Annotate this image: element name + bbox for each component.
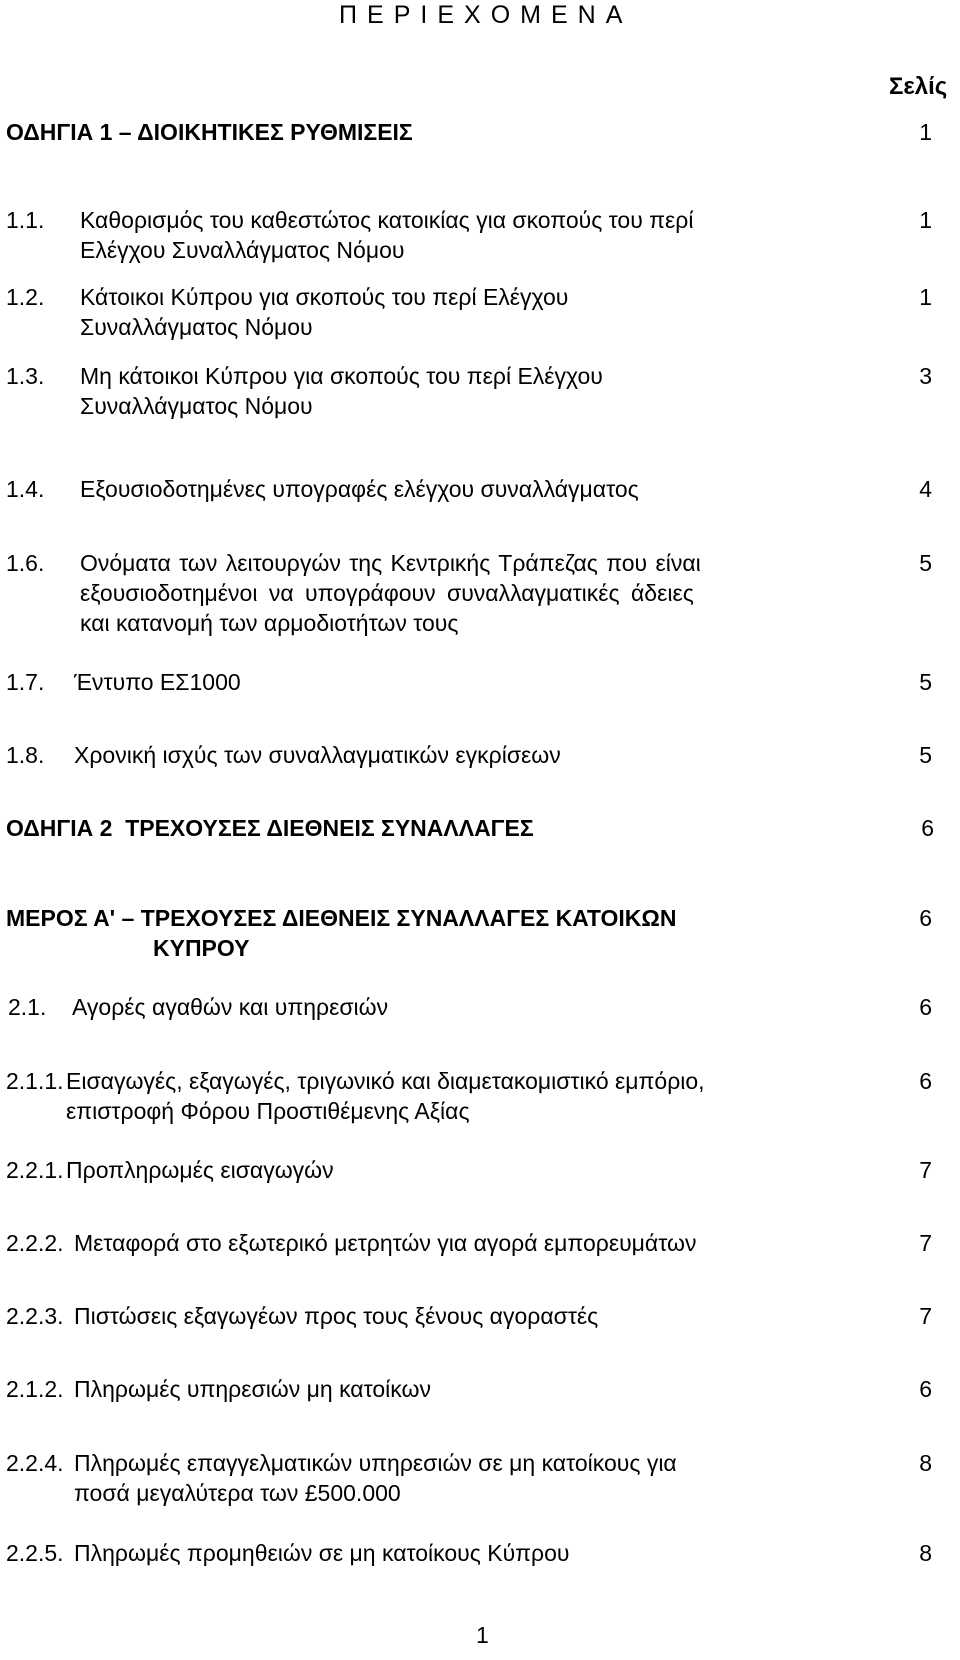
- entry-line: Πληρωμές προμηθειών σε μη κατοίκους Κύπρου: [74, 1540, 570, 1566]
- heading-line: ΜΕΡΟΣ Α' – ΤΡΕΧΟΥΣΕΣ ΔΙΕΘΝΕΙΣ ΣΥΝΑΛΛΑΓΕΣ ΚΑΤΟΙΚΩΝ: [6, 905, 677, 931]
- entry-number: 1.4.: [6, 476, 45, 502]
- entry-number: 1.6.: [6, 550, 45, 576]
- entry-number: 2.1.1.: [6, 1068, 64, 1094]
- page-number: 8: [919, 1450, 932, 1476]
- page-number: 6: [919, 1376, 932, 1402]
- page-number: 7: [919, 1157, 932, 1183]
- entry-line: Ελέγχου Συναλλάγματος Νόμου: [80, 237, 405, 263]
- entry-number: 2.1.: [8, 994, 47, 1020]
- entry-line: Συναλλάγματος Νόμου: [80, 314, 313, 340]
- entry-line: Κάτοικοι Κύπρου για σκοπούς του περί Ελέγχου: [80, 284, 569, 310]
- entry-line: Μεταφορά στο εξωτερικό μετρητών για αγορά εμπορευμάτων: [74, 1230, 697, 1256]
- entry-number: 1.3.: [6, 363, 45, 389]
- entry-number: 1.7.: [6, 669, 45, 695]
- entry-line: ποσά μεγαλύτερα των £500.000: [74, 1480, 401, 1506]
- footer-page-number: 1: [476, 1622, 489, 1648]
- entry-line: Αγορές αγαθών και υπηρεσιών: [72, 994, 389, 1020]
- page-number: 6: [919, 1068, 932, 1094]
- entry-number: 1.1.: [6, 207, 45, 233]
- entry-line: Χρονική ισχύς των συναλλαγματικών εγκρίσεων: [74, 742, 561, 768]
- entry-number: 2.2.4.: [6, 1450, 64, 1476]
- entry-line: Συναλλάγματος Νόμου: [80, 393, 313, 419]
- page-number: 3: [919, 363, 932, 389]
- heading-line: ΚΥΠΡΟΥ: [153, 935, 250, 961]
- entry-line: Πιστώσεις εξαγωγέων προς τους ξένους αγοραστές: [74, 1303, 599, 1329]
- page-number: 4: [919, 476, 932, 502]
- entry-number: 1.8.: [6, 742, 45, 768]
- entry-line: εξουσιοδοτημένοι να υπογράφουν συναλλαγματικές άδειες: [80, 580, 694, 606]
- entry-number: 2.1.2.: [6, 1376, 64, 1402]
- page-number: 6: [921, 815, 934, 841]
- entry-line: Πληρωμές επαγγελματικών υπηρεσιών σε μη κατοίκους για: [74, 1450, 677, 1476]
- page-number: 7: [919, 1230, 932, 1256]
- page-number: 6: [919, 905, 932, 931]
- entry-number: 2.2.1.: [6, 1157, 64, 1183]
- entry-line: Μη κάτοικοι Κύπρου για σκοπούς του περί Ελέγχου: [80, 363, 603, 389]
- entry-line: επιστροφή Φόρου Προστιθέμενης Αξίας: [66, 1098, 470, 1124]
- entry-line: και κατανομή των αρμοδιοτήτων τους: [80, 610, 459, 636]
- entry-line: Εξουσιοδοτημένες υπογραφές ελέγχου συναλλάγματος: [80, 476, 639, 502]
- page-number: 1: [919, 284, 932, 310]
- page-number: 5: [919, 742, 932, 768]
- entry-number: 2.2.2.: [6, 1230, 64, 1256]
- page-number: 1: [919, 207, 932, 233]
- entry-number: 2.2.3.: [6, 1303, 64, 1329]
- entry-line: Προπληρωμές εισαγωγών: [66, 1157, 334, 1183]
- entry-number: 1.2.: [6, 284, 45, 310]
- entry-line: Πληρωμές υπηρεσιών μη κατοίκων: [74, 1376, 431, 1402]
- entry-line: Καθορισμός του καθεστώτος κατοικίας για σκοπούς του περί: [80, 207, 694, 233]
- entry-line: Έντυπο ΕΣ1000: [74, 669, 241, 695]
- page-column-header: Σελίς: [889, 73, 948, 100]
- entry-line: Εισαγωγές, εξαγωγές, τριγωνικό και διαμετακομιστικό εμπόριο,: [66, 1068, 705, 1094]
- toc-title: ΠΕΡΙΕΧΟΜΕΝΑ: [339, 1, 633, 29]
- entry-number: 2.2.5.: [6, 1540, 64, 1566]
- page-number: 6: [919, 994, 932, 1020]
- entry-line: Ονόματα των λειτουργών της Κεντρικής Τράπεζας που είναι: [80, 550, 701, 576]
- page-number: 5: [919, 550, 932, 576]
- page-number: 1: [919, 119, 932, 145]
- page-number: 5: [919, 669, 932, 695]
- heading-text: ΟΔΗΓΙΑ 2 ΤΡΕΧΟΥΣΕΣ ΔΙΕΘΝΕΙΣ ΣΥΝΑΛΛΑΓΕΣ: [6, 815, 534, 841]
- page-number: 7: [919, 1303, 932, 1329]
- heading-text: ΟΔΗΓΙΑ 1 – ΔΙΟΙΚΗΤΙΚΕΣ ΡΥΘΜΙΣΕΙΣ: [6, 119, 413, 145]
- page-number: 8: [919, 1540, 932, 1566]
